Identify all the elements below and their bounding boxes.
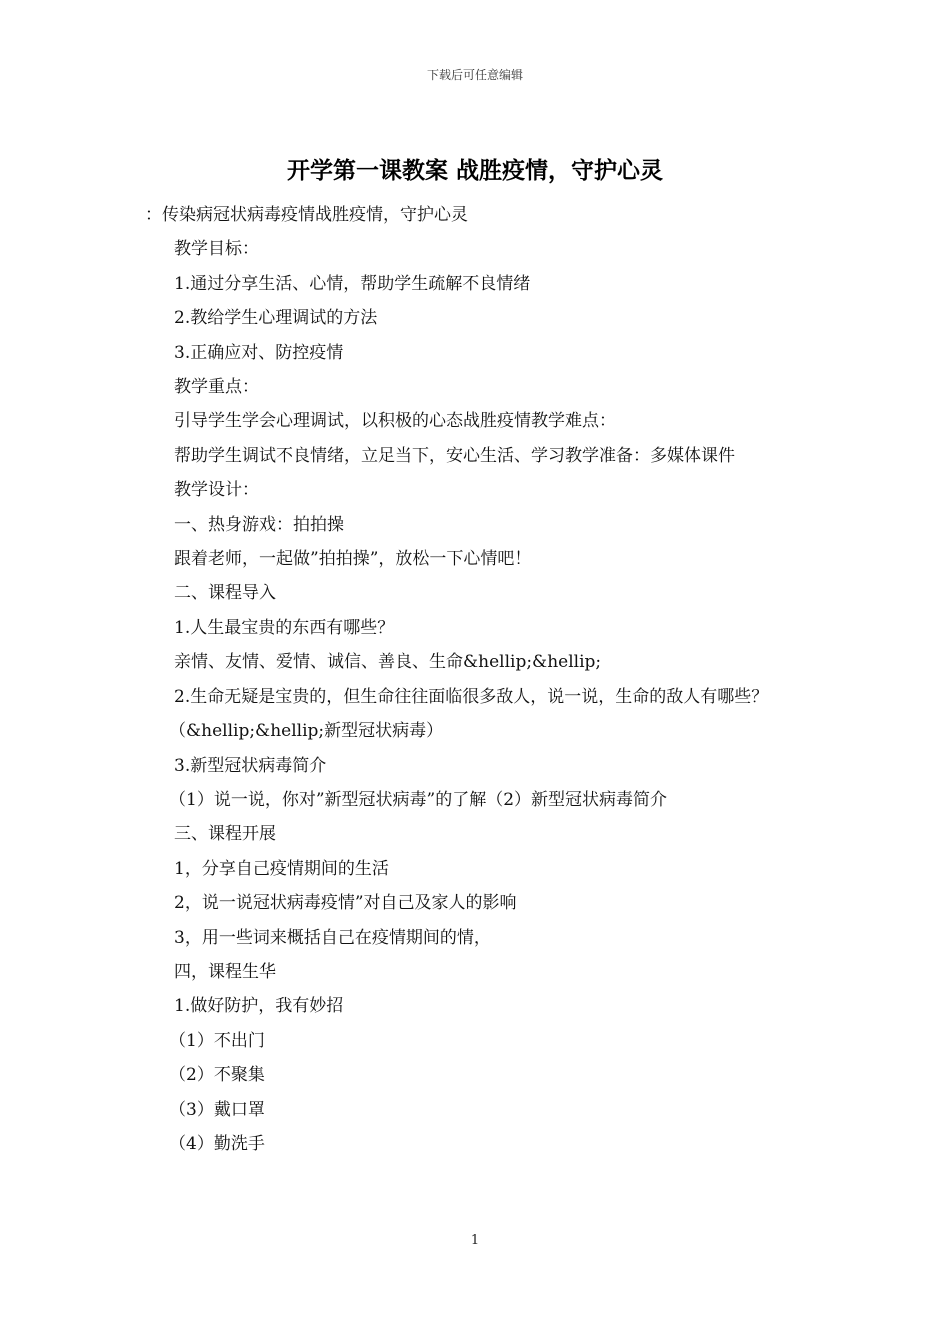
- body-line: 3.新型冠状病毒简介: [174, 755, 327, 776]
- section-heading: 教学重点：: [174, 377, 259, 398]
- body-line: 跟着老师，一起做”拍拍操”，放松一下心情吧！: [174, 549, 532, 570]
- body-line: 3，用一些词来概括自己在疫情期间的情，: [174, 927, 491, 948]
- body-line: 1.通过分享生活、心情，帮助学生疏解不良情绪: [174, 273, 531, 294]
- list-item: （4）勤洗手: [169, 1133, 265, 1154]
- body-line: （&hellip;&hellip;新型冠状病毒）: [169, 721, 444, 742]
- body-line: 1，分享自己疫情期间的生活: [174, 858, 389, 879]
- section-heading: 一、热身游戏：拍拍操: [174, 514, 344, 535]
- body-line: 2.生命无疑是宝贵的，但生命往往面临很多敌人，说一说，生命的敌人有哪些？: [174, 686, 769, 707]
- body-line: 2，说一说冠状病毒疫情”对自己及家人的影响: [174, 893, 517, 914]
- page-header-note: 下载后可任意编辑: [426, 68, 523, 82]
- body-line: 亲情、友情、爱情、诚信、善良、生命&hellip;&hellip;: [174, 652, 602, 673]
- section-heading: 四，课程生华: [174, 961, 276, 982]
- body-line: 3.正确应对、防控疫情: [174, 342, 344, 363]
- subject-line: ：传染病冠状病毒疫情战胜疫情，守护心灵: [145, 205, 468, 225]
- body-line: 1.人生最宝贵的东西有哪些？: [174, 617, 395, 638]
- page-number: 1: [470, 1233, 480, 1248]
- section-heading: 教学目标：: [174, 239, 259, 260]
- body-line: 1.做好防护，我有妙招: [174, 996, 344, 1017]
- document-body: [145, 198, 810, 1161]
- section-heading: 三、课程开展: [174, 824, 276, 845]
- list-item: （3）戴口罩: [169, 1099, 265, 1120]
- body-line: （1）说一说，你对”新型冠状病毒”的了解（2）新型冠状病毒简介: [169, 789, 668, 810]
- body-line: 引导学生学会心理调试，以积极的心态战胜疫情教学难点：: [174, 411, 616, 432]
- section-heading: 二、课程导入: [174, 583, 276, 604]
- section-heading: 教学设计：: [174, 480, 259, 501]
- document-title: 开学第一课教案 战胜疫情，守护心灵: [286, 158, 663, 184]
- body-line: 帮助学生调试不良情绪，立足当下，安心生活、学习教学准备：多媒体课件: [174, 445, 735, 466]
- list-item: （2）不聚集: [169, 1065, 265, 1086]
- list-item: （1）不出门: [169, 1030, 265, 1051]
- body-line: 2.教给学生心理调试的方法: [174, 308, 378, 329]
